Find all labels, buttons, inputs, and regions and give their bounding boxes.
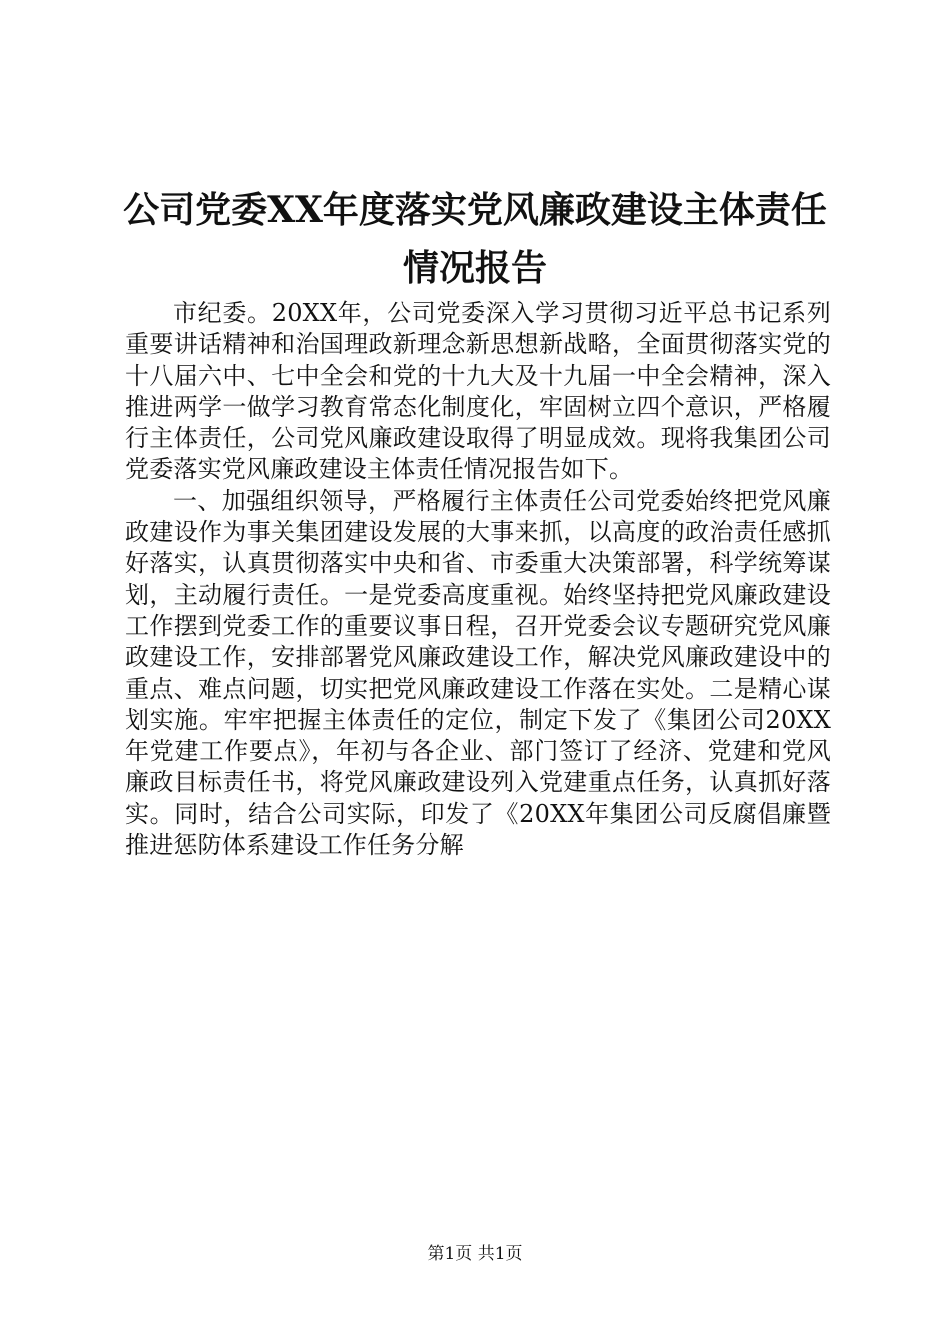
document-title-line1: 公司党委XX年度落实党风廉政建设主体责任 [123, 189, 827, 231]
document-body [125, 298, 831, 861]
paragraph-intro: 市纪委。20XX年，公司党委深入学习贯彻习近平总书记系列重要讲话精神和治国理政新理念新思想新战略，全面贯彻落实党的十八届六中、七中全会和党的十九大及十九届一中全会精神，深入推进两学一做学习教育常态化制度化，牢固树立四个意识，严格履行主体责任，公司党风廉政建设取得了明显成效。现将我集团公司党委落实党风廉政建设主体责任情况报告如下。 [125, 299, 831, 484]
paragraph-section-one: 一、加强组织领导，严格履行主体责任公司党委始终把党风廉政建设作为事关集团建设发展的大事来抓，以高度的政治责任感抓好落实，认真贯彻落实中央和省、市委重大决策部署，科学统筹谋划，主动履行责任。一是党委高度重视。始终坚持把党风廉政建设工作摆到党委工作的重要议事日程，召开党委会议专题研究党风廉政建设工作，安排部署党风廉政建设工作，解决党风廉政建设中的重点、难点问题，切实把党风廉政建设工作落在实处。二是精心谋划实施。牢牢把握主体责任的定位，制定下发了《集团公司20XX年党建工作要点》，年初与各企业、部门签订了经济、党建和党风廉政目标责任书，将党风廉政建设列入党建重点任务，认真抓好落实。同时，结合公司实际，印发了《20XX年集团公司反腐倡廉暨推进惩防体系建设工作任务分解 [125, 486, 831, 860]
page-footer: 第1页 共1页 [427, 1244, 523, 1264]
document-title-line2: 情况报告 [402, 247, 547, 289]
